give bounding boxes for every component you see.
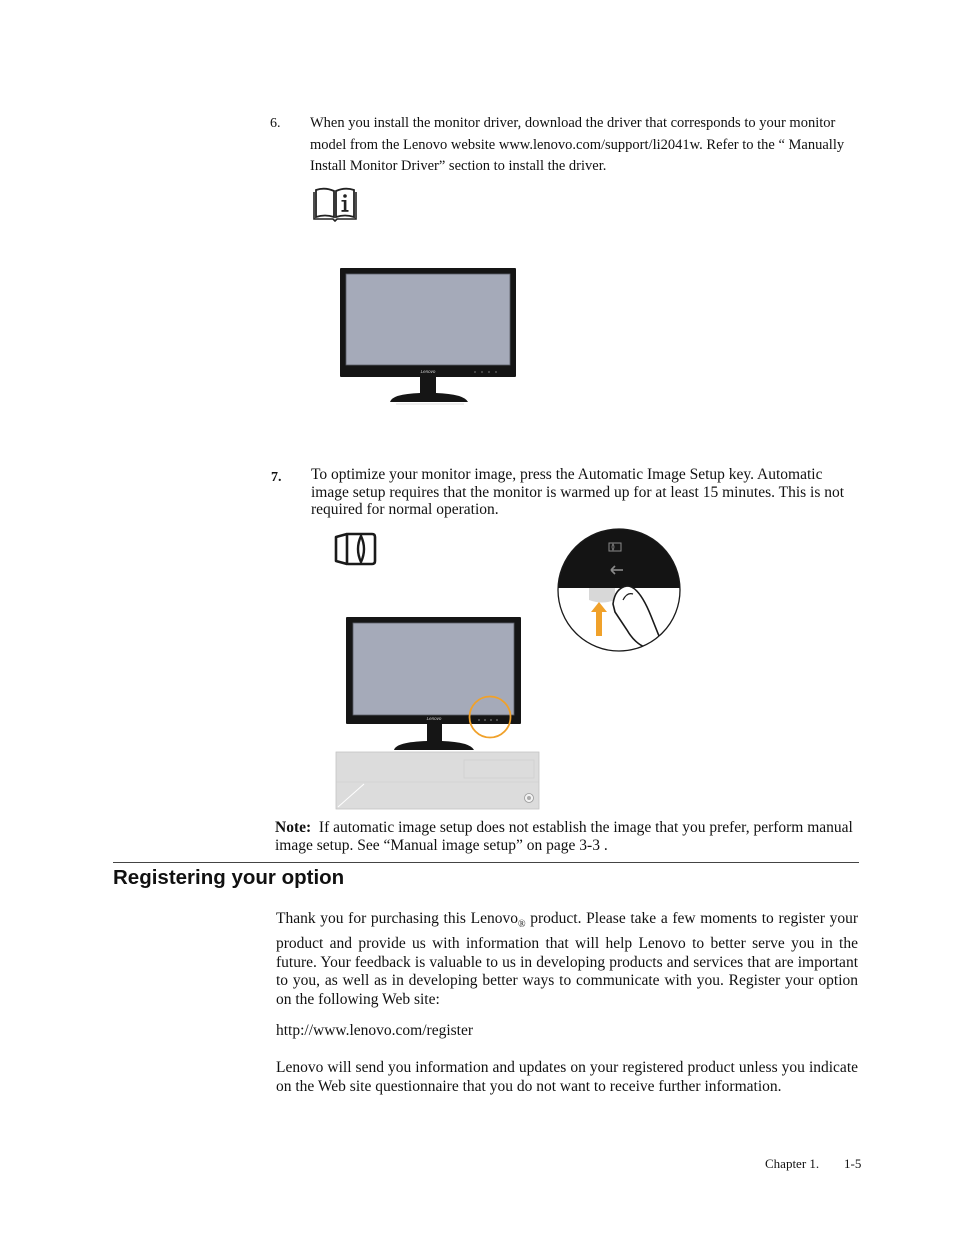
monitor-illustration [334,262,544,412]
step-6-number: 6. [270,116,281,131]
monitor-brand-label: Lenovo [420,369,436,374]
note-paragraph [275,819,865,855]
monitor-with-desk-illustration [334,612,544,812]
footer-page-number: 1-5 [844,1156,862,1171]
step-6-text: When you install the monitor driver, download the driver that corresponds to your monitor model from the Lenovo website www.lenovo.com/support/li2041w. Refer to the “ Manually Install Monitor Driver” section to install the driver. [310,115,845,174]
registered-mark: ® [517,919,526,931]
registration-text-start: Thank you for purchasing this Lenovo [276,910,518,927]
registration-paragraph [276,910,858,1010]
button-press-closeup [555,526,685,654]
manual-info-icon [312,186,358,222]
section-title: Registering your option [113,866,345,889]
auto-image-setup-icon [333,532,377,566]
section-divider [113,862,859,863]
updates-paragraph: Lenovo will send you information and updates on your registered product unless you indicate on the Web site questionnaire that you do not want to receive further information. [276,1059,858,1095]
footer-chapter: Chapter 1. [765,1156,820,1171]
step-7-number: 7. [271,470,282,485]
registration-text-rest: product. Please take a few moments to register your product and provide us with information that will help Lenovo to better serve you in the future. Your feedback is valuable to us in developing products and services that are important to you, as well as in developing better ways to communicate with you. Register your option on the following Web site: [276,910,858,1009]
note-label: Note: [275,819,312,836]
step-7-text: To optimize your monitor image, press the Automatic Image Setup key. Automatic image setup requires that the monitor is warmed up for at least 15 minutes. This is not required for normal operation. [311,466,845,518]
monitor-brand-label: Lenovo [426,716,442,721]
note-text: If automatic image setup does not establish the image that you prefer, perform manual image setup. See “Manual image setup” on page 3-3 . [275,819,853,854]
registration-url[interactable]: http://www.lenovo.com/register [276,1022,474,1039]
